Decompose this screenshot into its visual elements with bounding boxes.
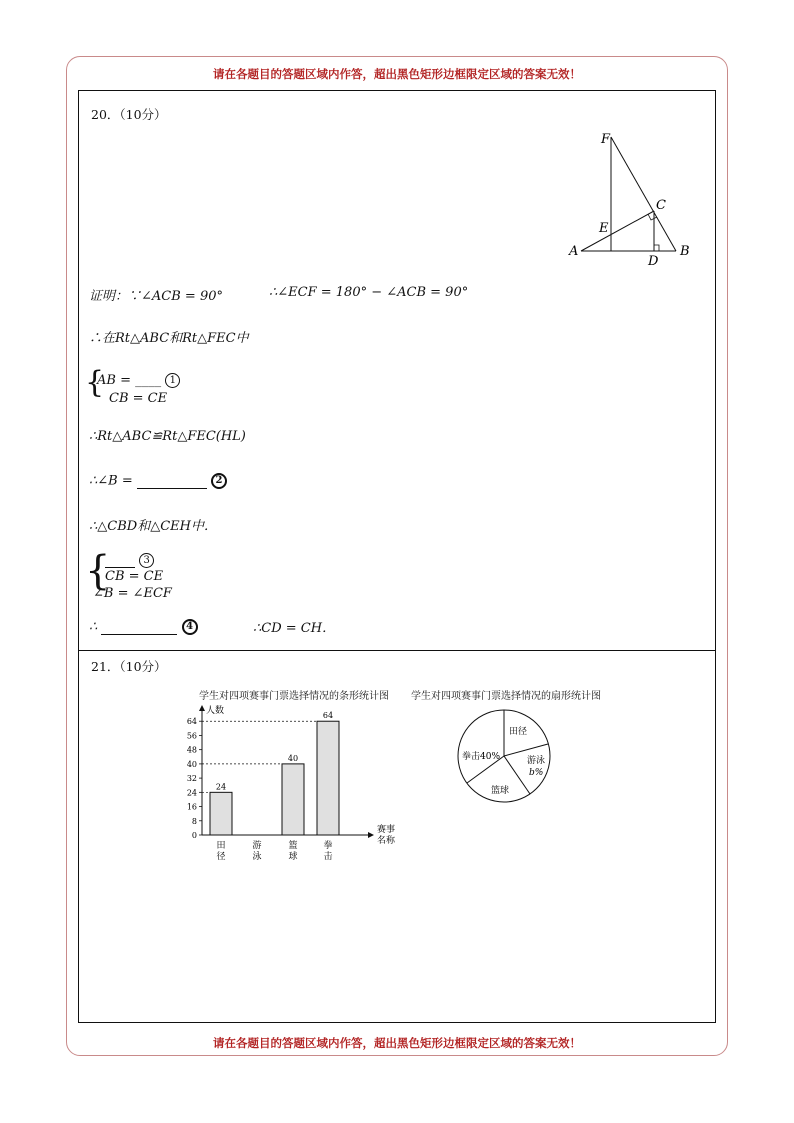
label-B: B [680, 244, 690, 259]
pie-label-youyong: 游泳 [527, 756, 546, 766]
bar-value-label: 64 [322, 711, 334, 721]
y-tick-label: 56 [186, 731, 197, 741]
proof-line-8b: ∴CD = CH． [253, 621, 336, 636]
y-tick-label: 40 [186, 759, 197, 769]
blank-2-marker: 2 [211, 473, 227, 489]
y-tick-label: 0 [191, 831, 197, 840]
category-label: 篮 [288, 841, 298, 851]
label-A: A [569, 244, 579, 259]
proof-line-1a: 证明：∵∠ACB = 90° [89, 289, 223, 304]
x-axis-label: 赛事 [377, 825, 396, 835]
proof-line-7b: CB = CE [105, 569, 164, 584]
y-tick-label: 24 [186, 788, 197, 798]
blank-4-marker: 4 [182, 619, 198, 635]
bar-1 [210, 792, 232, 835]
category-label: 径 [216, 852, 226, 861]
y-tick-label: 8 [191, 816, 197, 826]
bottom-warning: 请在各题目的答题区域内作答，超出黑色矩形边框限定区域的答案无效！ [213, 1036, 581, 1050]
proof-line-7a [105, 553, 154, 568]
question-21-box [78, 650, 716, 1023]
category-label: 击 [323, 852, 333, 861]
pie-label-quanji: 拳击40% [462, 752, 501, 762]
proof-line-2: ∴在Rt△ABC和Rt△FEC中 [89, 331, 249, 346]
y-tick-label: 32 [186, 774, 197, 784]
proof-line-4: ∴Rt△ABC≌Rt△FEC(HL) [89, 429, 246, 444]
bar-value-label: 40 [287, 753, 299, 763]
blank-1-marker: 1 [165, 373, 180, 388]
proof-line-6: ∴△CBD和△CEH中． [89, 519, 217, 534]
proof-line-7c: ∠B = ∠ECF [93, 586, 172, 601]
question-20-box [78, 90, 716, 651]
proof-line-3a [97, 373, 180, 388]
blank-4[interactable] [101, 621, 177, 635]
proof-line-1b: ∴∠ECF = 180° − ∠ACB = 90° [269, 285, 469, 300]
blank-2[interactable] [137, 475, 207, 489]
pie-label-youyong-b: b% [529, 768, 544, 778]
pie-chart-title: 学生对四项赛事门票选择情况的扇形统计图 [411, 691, 601, 702]
brace-1: { [85, 365, 105, 400]
label-C: C [656, 198, 666, 213]
blank-3-marker: 3 [139, 553, 154, 568]
question-21-header: 21．（10分） [91, 659, 167, 674]
pie-label-tianjing: 田径 [509, 727, 528, 737]
label-D: D [648, 254, 659, 269]
x-axis-label: 名称 [377, 836, 396, 846]
brace-2: { [85, 548, 111, 594]
triangle-figure [559, 131, 699, 271]
bar-3 [282, 764, 304, 835]
bar-4 [317, 721, 339, 835]
y-tick-label: 48 [186, 745, 197, 755]
x-axis-arrow [368, 832, 374, 838]
bar-chart-title: 学生对四项赛事门票选择情况的条形统计图 [199, 691, 389, 702]
category-label: 田 [216, 841, 226, 851]
question-20-header: 20．（10分） [91, 107, 167, 122]
category-label: 游 [252, 841, 262, 851]
category-label: 泳 [252, 852, 262, 861]
proof-line-8a-text: ∴ [89, 619, 98, 635]
y-axis-arrow [199, 705, 205, 711]
proof-line-3b: CB = CE [109, 391, 168, 406]
y-tick-label: 16 [186, 802, 197, 812]
bar-chart [177, 701, 417, 861]
pie-label-lanqiu: 篮球 [491, 786, 510, 796]
y-tick-label: 64 [186, 717, 197, 727]
blank-3[interactable] [105, 554, 135, 568]
y-axis-label: 人数 [206, 706, 225, 716]
bar-value-label: 24 [215, 782, 227, 792]
top-warning: 请在各题目的答题区域内作答，超出黑色矩形边框限定区域的答案无效！ [213, 67, 581, 81]
proof-line-8a [89, 619, 198, 635]
category-label: 拳 [323, 841, 333, 851]
proof-line-5-text: ∴∠B = [89, 473, 133, 489]
proof-line-5 [89, 473, 227, 489]
category-label: 球 [288, 852, 298, 861]
proof-line-3a-text: AB = ____ [97, 373, 162, 388]
label-F: F [601, 132, 611, 147]
pie-chart [449, 701, 559, 811]
label-E: E [599, 221, 609, 236]
